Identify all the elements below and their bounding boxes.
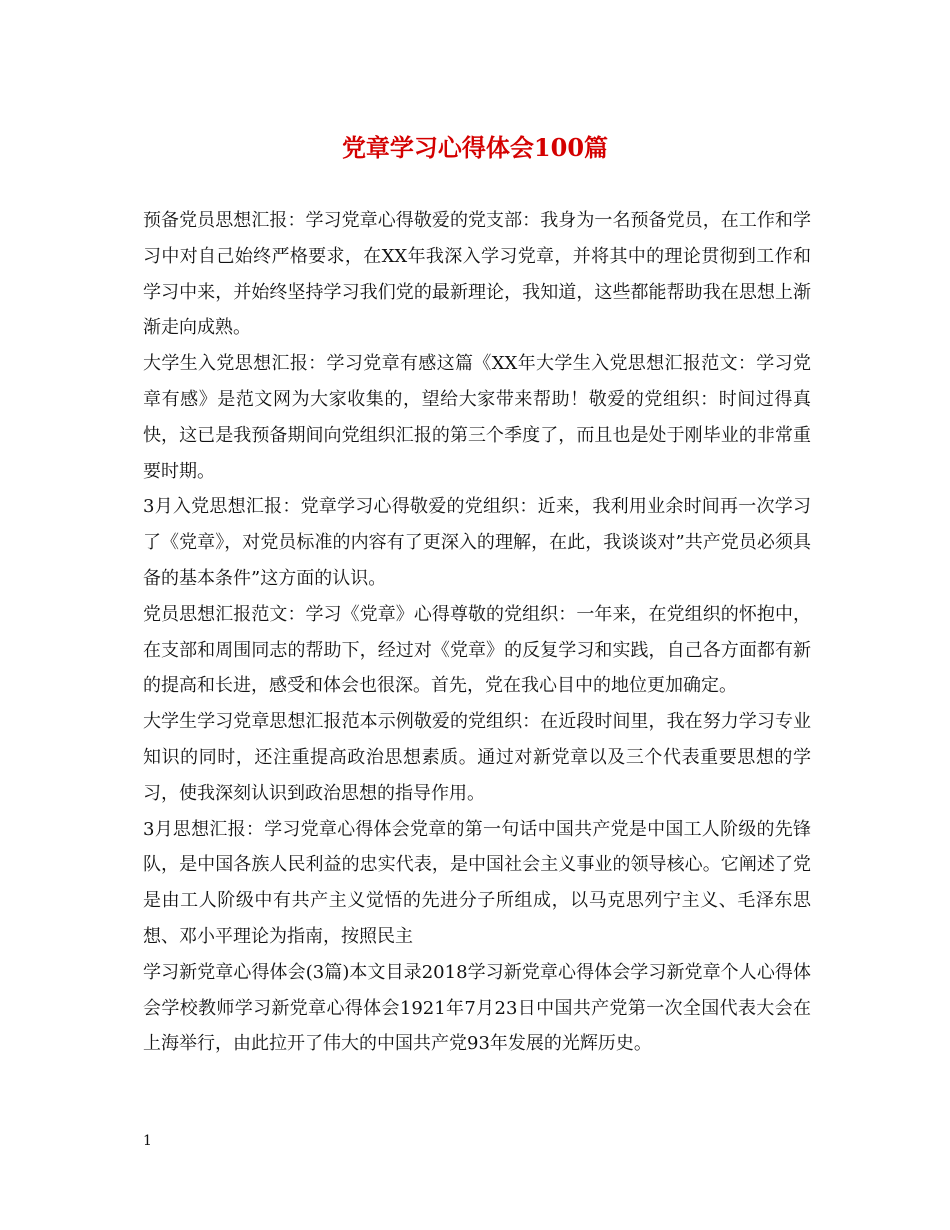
paragraph-2: 大学生入党思想汇报：学习党章有感这篇《XX年大学生入党思想汇报范文：学习党章有感》是范文网为大家收集的，望给大家带来帮助！敬爱的党组织：时间过得真快，这已是我预备期间向党组织汇报的第三个季度了，而且也是处于刚毕业的非常重要时期。 — [143, 353, 811, 482]
document-body — [143, 203, 811, 1062]
document-title: 党章学习心得体会100篇 — [341, 133, 609, 162]
paragraph-6: 3月思想汇报：学习党章心得体会党章的第一句话中国共产党是中国工人阶级的先锋队，是中国各族人民利益的忠实代表，是中国社会主义事业的领导核心。它阐述了党是由工人阶级中有共产主义觉悟的先进分子所组成，以马克思列宁主义、毛泽东思想、邓小平理论为指南，按照民主 — [143, 818, 811, 947]
page-number: 1 — [143, 1133, 152, 1149]
paragraph-7: 学习新党章心得体会(3篇)本文目录2018学习新党章心得体会学习新党章个人心得体会学校教师学习新党章心得体会1921年7月23日中国共产党第一次全国代表大会在上海举行，由此拉开了伟大的中国共产党93年发展的光辉历史。 — [143, 961, 811, 1055]
paragraph-4: 党员思想汇报范文：学习《党章》心得尊敬的党组织：一年来，在党组织的怀抱中，在支部和周围同志的帮助下，经过对《党章》的反复学习和实践，自己各方面都有新的提高和长进，感受和体会也很深。首先，党在我心目中的地位更加确定。 — [143, 603, 811, 697]
paragraph-3: 3月入党思想汇报：党章学习心得敬爱的党组织：近来，我利用业余时间再一次学习了《党章》，对党员标准的内容有了更深入的理解，在此，我谈谈对”共产党员必须具备的基本条件”这方面的认识。 — [143, 496, 811, 589]
paragraph-1: 预备党员思想汇报：学习党章心得敬爱的党支部：我身为一名预备党员，在工作和学习中对自己始终严格要求，在XX年我深入学习党章，并将其中的理论贯彻到工作和学习中来，并始终坚持学习我们党的最新理论，我知道，这些都能帮助我在思想上渐渐走向成熟。 — [143, 210, 811, 339]
paragraph-5: 大学生学习党章思想汇报范本示例敬爱的党组织：在近段时间里，我在努力学习专业知识的同时，还注重提高政治思想素质。通过对新党章以及三个代表重要思想的学习，使我深刻认识到政治思想的指导作用。 — [143, 711, 811, 804]
